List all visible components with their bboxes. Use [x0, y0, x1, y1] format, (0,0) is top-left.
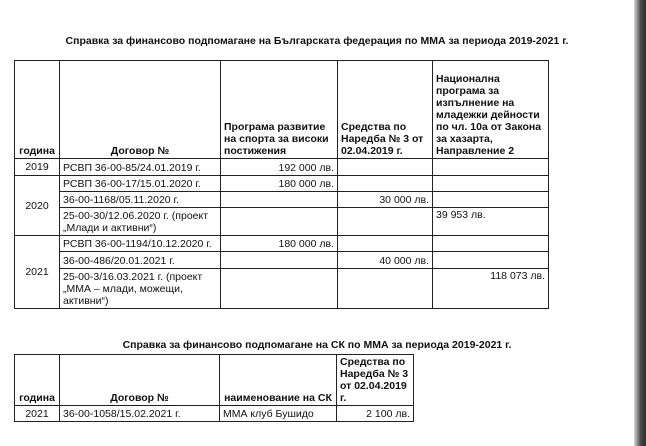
cell-funds	[338, 176, 433, 192]
cell-national: 39 953 лв.	[433, 208, 549, 236]
cell-contract: 25-00-30/12.06.2020 г. (проект „Млади и активни“)	[60, 208, 221, 236]
cell-funds	[338, 159, 433, 176]
table2-title: Справка за финансово подпомагане на СК по ММА за периода 2019-2021 г.	[122, 339, 512, 351]
table-header-row	[15, 355, 414, 406]
cell-funds: 40 000 лв.	[338, 252, 433, 269]
page-edge-shadow	[634, 0, 646, 446]
cell-funds: 2 100 лв.	[337, 406, 414, 422]
cell-contract: РСВП 36-00-1194/10.12.2020 г.	[60, 236, 221, 252]
federation-funding-table	[14, 60, 549, 309]
cell-program	[221, 192, 338, 208]
cell-national	[433, 236, 549, 252]
table-row	[15, 236, 549, 252]
table-header-row	[15, 61, 549, 159]
cell-national	[433, 252, 549, 269]
header-contract: Договор №	[60, 61, 221, 159]
table-row	[15, 406, 414, 422]
table1-title: Справка за финансово подпомагане на Българската федерация по ММА за периода 2019-2021 г.	[65, 35, 569, 47]
table-row	[15, 176, 549, 192]
header-program: Програма развитие на спорта за високи постижения	[221, 61, 338, 159]
cell-contract: 36-00-486/20.01.2021 г.	[60, 252, 221, 269]
table-row	[15, 208, 549, 236]
club-funding-table	[14, 354, 414, 422]
cell-national	[433, 192, 549, 208]
cell-year: 2020	[15, 176, 60, 236]
cell-funds: 30 000 лв.	[338, 192, 433, 208]
header-club-name: наименование на СК	[220, 355, 337, 406]
cell-national: 118 073 лв.	[433, 269, 549, 309]
cell-club-name: ММА клуб Бушидо	[220, 406, 337, 422]
cell-funds	[338, 208, 433, 236]
cell-program: 180 000 лв.	[221, 236, 338, 252]
cell-contract: 25-00-3/16.03.2021 г. (проект „ММА – млади, можещи, активни“)	[60, 269, 221, 309]
cell-year: 2021	[15, 236, 60, 309]
cell-program: 180 000 лв.	[221, 176, 338, 192]
cell-program	[221, 208, 338, 236]
cell-contract: 36-00-1168/05.11.2020 г.	[60, 192, 221, 208]
cell-year: 2019	[15, 159, 60, 176]
header-contract: Договор №	[60, 355, 220, 406]
cell-program	[221, 252, 338, 269]
header-year: година	[15, 355, 60, 406]
cell-program: 192 000 лв.	[221, 159, 338, 176]
table-row	[15, 269, 549, 309]
cell-contract: РСВП 36-00-85/24.01.2019 г.	[60, 159, 221, 176]
table-row	[15, 192, 549, 208]
table-row	[15, 252, 549, 269]
header-national-program: Национална програма за изпълнение на младежки дейности по чл. 10а от Закона за хазарта, Направление 2	[433, 61, 549, 159]
cell-program	[221, 269, 338, 309]
cell-year: 2021	[15, 406, 60, 422]
cell-contract: РСВП 36-00-17/15.01.2020 г.	[60, 176, 221, 192]
cell-funds	[338, 269, 433, 309]
cell-national	[433, 159, 549, 176]
cell-funds	[338, 236, 433, 252]
cell-national	[433, 176, 549, 192]
header-funds: Средства по Наредба № 3 от 02.04.2019 г.	[337, 355, 414, 406]
cell-contract: 36-00-1058/15.02.2021 г.	[60, 406, 220, 422]
table-row	[15, 159, 549, 176]
header-year: година	[15, 61, 60, 159]
header-funds: Средства по Наредба № 3 от 02.04.2019 г.	[338, 61, 433, 159]
